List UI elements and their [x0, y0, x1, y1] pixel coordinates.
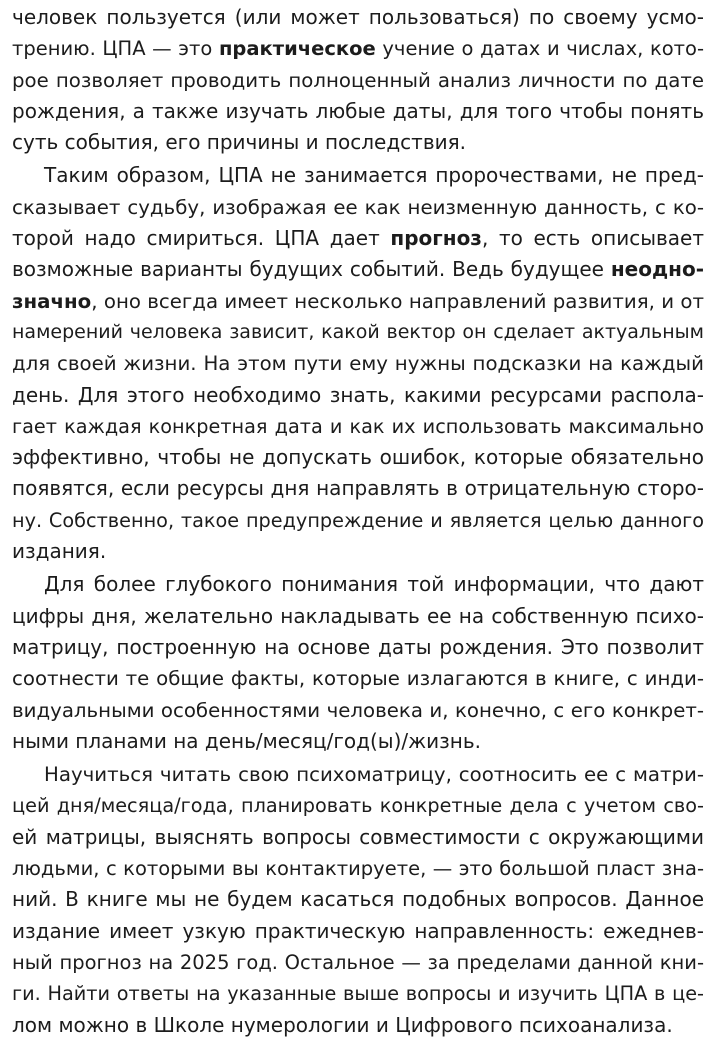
text-run: для своей жизни. На этом пути ему нужны подсказки на каждый — [12, 352, 704, 376]
text-run: торой надо смириться. ЦПА дает — [12, 226, 391, 251]
paragraph — [12, 569, 704, 757]
text-line — [12, 442, 704, 473]
paragraph — [12, 759, 704, 1041]
paragraph — [12, 160, 704, 567]
text-run: Научиться читать свою психоматрицу, соотносить ее с матри- — [44, 763, 704, 787]
text-line — [12, 380, 704, 411]
text-run: человек пользуется (или может пользоваться) по своему усмо- — [12, 5, 704, 29]
text-run: цифры дня, желательно накладывать ее на собственную психо- — [12, 603, 704, 628]
text-run: ный прогноз на 2025 год. Остальное — за пределами данной кни- — [12, 950, 704, 974]
text-run: людьми, с которыми вы контактируете, — это большой пласт зна- — [12, 857, 704, 881]
text-run: лом можно в Школе нумерологии и Цифрового психоанализа. — [12, 1012, 673, 1037]
text-run: день. Для этого необходимо знать, какими ресурсами распола- — [12, 382, 704, 407]
text-line — [12, 790, 704, 821]
text-run: матрицу, построенную на основе даты рождения. Это позволит — [12, 634, 704, 659]
text-line — [12, 759, 704, 790]
text-run: Таким образом, ЦПА не занимается пророчествами, не пред- — [44, 163, 704, 188]
text-line — [12, 33, 704, 64]
text-run: рождения, а также изучать любые даты, для того чтобы понять — [12, 98, 704, 123]
text-line — [12, 65, 704, 96]
text-run: цей дня/месяца/года, планировать конкретные дела с учетом сво- — [12, 794, 704, 818]
text-line — [12, 978, 704, 1009]
text-line — [12, 348, 704, 379]
text-line — [12, 947, 704, 978]
paragraph — [12, 2, 704, 158]
bold-term: практическое — [218, 37, 376, 61]
text-line — [12, 536, 704, 567]
text-run: рое позволяет проводить полноценный анализ личности по дате — [12, 68, 704, 92]
text-line — [12, 884, 704, 915]
text-line — [12, 505, 704, 536]
text-line — [12, 317, 704, 348]
text-run: издание имеет узкую практическую направленность: ежеднев- — [12, 918, 704, 943]
text-line — [12, 663, 704, 694]
text-line — [12, 601, 704, 632]
text-line — [12, 473, 704, 504]
text-line — [12, 223, 704, 254]
text-run: ей матрицы, выяснять вопросы совместимости с окружающими — [12, 824, 704, 849]
text-run: соотнести те общие факты, которые излагаются в книге, с инди- — [12, 667, 704, 691]
text-line — [12, 254, 704, 285]
text-run: видуальными особенностями человека и, конечно, с его конкрет- — [12, 698, 704, 722]
text-run: издания. — [12, 539, 107, 564]
text-run: Для более глубокого понимания той информации, что дают — [44, 572, 704, 597]
text-line — [12, 286, 704, 317]
text-line — [12, 192, 704, 223]
bold-term: значно — [12, 289, 92, 313]
text-line — [12, 853, 704, 884]
text-line — [12, 127, 704, 158]
text-run: ными планами на день/месяц/год(ы)/жизнь. — [12, 728, 481, 753]
bold-term: неодно- — [610, 257, 704, 282]
text-line — [12, 96, 704, 127]
text-run: намерений человека зависит, какой вектор он сделает актуальным — [12, 320, 704, 343]
text-run: , оно всегда имеет несколько направлений развития, и от — [91, 289, 704, 313]
text-run: суть события, его причины и последствия. — [12, 130, 466, 155]
text-line — [12, 822, 704, 853]
text-line — [12, 160, 704, 191]
text-line — [12, 2, 704, 33]
text-run: гает каждая конкретная дата и как их использовать максимально — [12, 414, 704, 438]
text-line — [12, 411, 704, 442]
text-run: ний. В книге мы не будем касаться подобных вопросов. Данное — [12, 887, 704, 912]
text-line — [12, 632, 704, 663]
text-line — [12, 695, 704, 726]
text-line — [12, 1010, 704, 1041]
bold-term: прогноз — [390, 226, 482, 251]
text-run: сказывает судьбу, изображая ее как неизменную данность, с ко- — [12, 195, 704, 219]
text-line — [12, 726, 704, 757]
text-run: возможные варианты будущих событий. Ведь будущее — [12, 257, 611, 282]
text-run: эффективно, чтобы не допускать ошибок, которые обязательно — [12, 445, 704, 470]
text-run: ну. Собственно, такое предупреждение и является целью данного — [12, 508, 704, 532]
text-run: ги. Найти ответы на указанные выше вопросы и изучить ЦПА в це- — [12, 982, 704, 1006]
text-run: , то есть описывает — [481, 226, 705, 251]
text-run: появятся, если ресурсы дня направлять в отрицательную сторо- — [12, 476, 704, 501]
text-line — [12, 569, 704, 600]
text-run: трению. ЦПА — это — [12, 37, 219, 61]
text-run: учение о датах и числах, кото- — [375, 37, 705, 61]
text-line — [12, 916, 704, 947]
